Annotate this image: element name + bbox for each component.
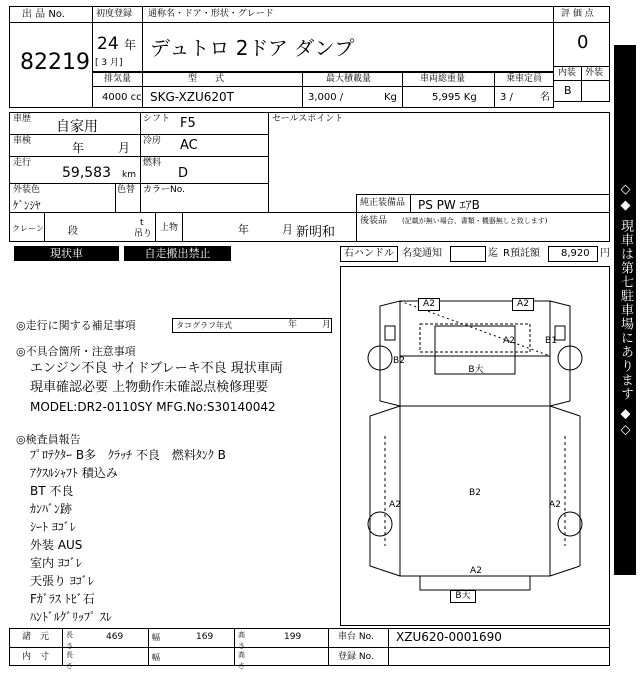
equipment: PS PW ｴｱB [418, 198, 480, 212]
mileage-label: 走行 [13, 158, 32, 168]
aftermarket-note: (記載が無い場合、書類・機器無しと致します) [402, 217, 548, 225]
exterior-grade-label: 外装 [585, 68, 604, 78]
fuel-label: 燃料 [143, 158, 162, 168]
report-line: BT 不良 [30, 484, 74, 498]
damage-right-rear: A2 [549, 500, 561, 510]
lot-no-label: 出 品 No. [22, 9, 65, 20]
model-label: 型 式 [188, 74, 225, 84]
height-label: 高さ [238, 631, 245, 650]
reg-month: [ 3 月] [95, 58, 123, 68]
tacho-month: 月 [322, 320, 332, 330]
sales-point-label: セールスポイント [272, 114, 344, 124]
damage-right-front: B1 [545, 336, 557, 346]
displacement-label: 排気量 [104, 74, 132, 84]
damage-top-right: A2 [512, 298, 534, 311]
report-line: Fｶﾞﾗｽ ﾄﾋﾞ石 [30, 592, 95, 606]
damage-left-front: B2 [393, 356, 405, 366]
damage-left-rear: A2 [389, 500, 401, 510]
inspection-label: 車検 [13, 136, 32, 146]
report-line: ﾊﾝﾄﾞﾙｸﾞﾘｯﾌﾟ ｽﾚ [30, 610, 112, 624]
history: 自家用 [56, 119, 98, 135]
recycle-fee: 8,920 [561, 248, 590, 259]
crane-label: クレーン [12, 224, 44, 233]
mileage: 59,583 [62, 165, 111, 181]
aftermarket-label: 後装品 [360, 216, 388, 226]
max-load-label: 最大積載量 [326, 74, 372, 84]
recycle-label: R預託額 [503, 248, 540, 259]
capacity-unit: 名 [540, 92, 550, 103]
inspector-label: ◎検査員報告 [16, 433, 81, 446]
shift-label: シフト [143, 114, 171, 124]
inspection-month: 月 [118, 141, 131, 155]
fuel: D [178, 166, 189, 181]
damage-roof: A2 [503, 336, 515, 346]
color-change-label: 色替 [117, 185, 136, 195]
interior-dims-label: 内 寸 [22, 652, 50, 662]
damage-top-left: A2 [418, 298, 440, 311]
car-name: デュトロ 2ドア ダンプ [150, 36, 355, 60]
damage-rear: A2 [470, 566, 482, 576]
name-change-field [450, 246, 486, 262]
name-change-label: 名変通知 [402, 248, 442, 259]
body-label: 上物 [160, 223, 179, 233]
chassis-number: XZU620-0001690 [396, 630, 502, 644]
crane-hang: 吊り [134, 229, 153, 239]
ext-color-label: 外装色 [13, 185, 41, 195]
damage-bed: B2 [469, 488, 481, 498]
defects-line-1: エンジン不良 サイドブレーキ不良 現状車両 [30, 361, 283, 376]
damage-cab: B大 [468, 365, 484, 375]
capacity-label: 乗車定員 [506, 74, 543, 84]
lot-number: 82219 [20, 50, 90, 75]
history-label: 車歴 [13, 114, 32, 124]
right-handle: 右ハンドル [344, 248, 394, 259]
run-notes-label: ◎走行に関する補足事項 [16, 319, 136, 332]
tacho-label: タコグラフ年式 [176, 321, 232, 330]
reg-year: 24 年 [97, 34, 137, 54]
defects-label: ◎不具合箇所・注意事項 [16, 345, 136, 358]
report-line: 室内 ﾖｺﾞﾚ [30, 556, 82, 570]
capacity: 3 / [500, 92, 513, 103]
gross-weight-label: 車両総重量 [420, 74, 466, 84]
car-name-label: 通称名・ドア・形状・グレード [148, 9, 274, 19]
inspection-year: 年 [72, 141, 85, 155]
ac: AC [180, 138, 198, 153]
report-line: ｼｰﾄ ﾖｺﾞﾚ [30, 520, 76, 534]
score-value: 0 [577, 32, 589, 53]
crane-t: t [140, 218, 144, 228]
body-maker: 新明和 [296, 225, 336, 240]
length-label: 長さ [66, 631, 73, 650]
first-reg-label: 初度登録 [96, 9, 133, 19]
as-is-badge: 現状車 [14, 246, 119, 261]
report-line: ｱｸｽﾙｼｬﾌﾄ 積込み [30, 466, 118, 480]
length: 469 [106, 632, 124, 642]
recycle-unit: 円 [600, 248, 610, 259]
dims-label: 諸 元 [22, 632, 50, 642]
shift: F5 [180, 116, 196, 131]
crane-stage: 段 [68, 226, 78, 237]
displacement: 4000 cc [102, 92, 142, 103]
interior-grade-label: 内装 [558, 68, 577, 78]
report-line: 天張り ﾖｺﾞﾚ [30, 574, 94, 588]
location-sidebar: ◇◆ 現車は第七駐車場にあります ◆◇ [614, 45, 636, 575]
ext-color: ｹﾞﾝｼﾔ [13, 199, 41, 212]
damage-rear-bottom: B大 [450, 590, 476, 603]
tax-until-label: 迄 [488, 248, 498, 259]
defects-line-3: MODEL:DR2-0110SY MFG.No:S30140042 [30, 400, 276, 414]
exterior-grade: B [564, 84, 572, 97]
max-load-unit: Kg [384, 92, 397, 103]
body-year: 年 [238, 223, 249, 236]
mileage-unit: km [122, 170, 136, 180]
width-label: 幅 [152, 633, 160, 642]
registration-label: 登録 No. [338, 652, 374, 662]
report-line: 外装 AUS [30, 538, 83, 552]
body-month: 月 [282, 223, 293, 236]
no-self-drive-badge: 自走搬出禁止 [124, 246, 231, 261]
defects-line-2: 現車確認必要 上物動作未確認点検修理要 [30, 380, 269, 395]
color-no-label: カラーNo. [143, 185, 185, 195]
gross-weight: 5,995 Kg [432, 92, 477, 103]
report-line: ｶﾝﾊﾞﾝ跡 [30, 502, 73, 516]
int-width-label: 幅 [152, 653, 160, 662]
width: 169 [196, 632, 214, 642]
report-line: ﾌﾟﾛﾃｸﾀｰ B多 ｸﾗｯﾁ 不良 燃料ﾀﾝｸ B [30, 448, 226, 462]
model-code: SKG-XZU620T [150, 90, 234, 104]
ac-label: 冷房 [143, 136, 162, 146]
score-label: 評 価 点 [561, 9, 594, 19]
int-height-label: 高さ [238, 651, 245, 670]
max-load: 3,000 / [308, 92, 344, 103]
chassis-label: 車台 No. [338, 632, 374, 642]
tacho-year: 年 [288, 320, 298, 330]
height: 199 [284, 632, 302, 642]
int-length-label: 長さ [66, 651, 73, 670]
equipment-label: 純正装備品 [360, 198, 406, 208]
